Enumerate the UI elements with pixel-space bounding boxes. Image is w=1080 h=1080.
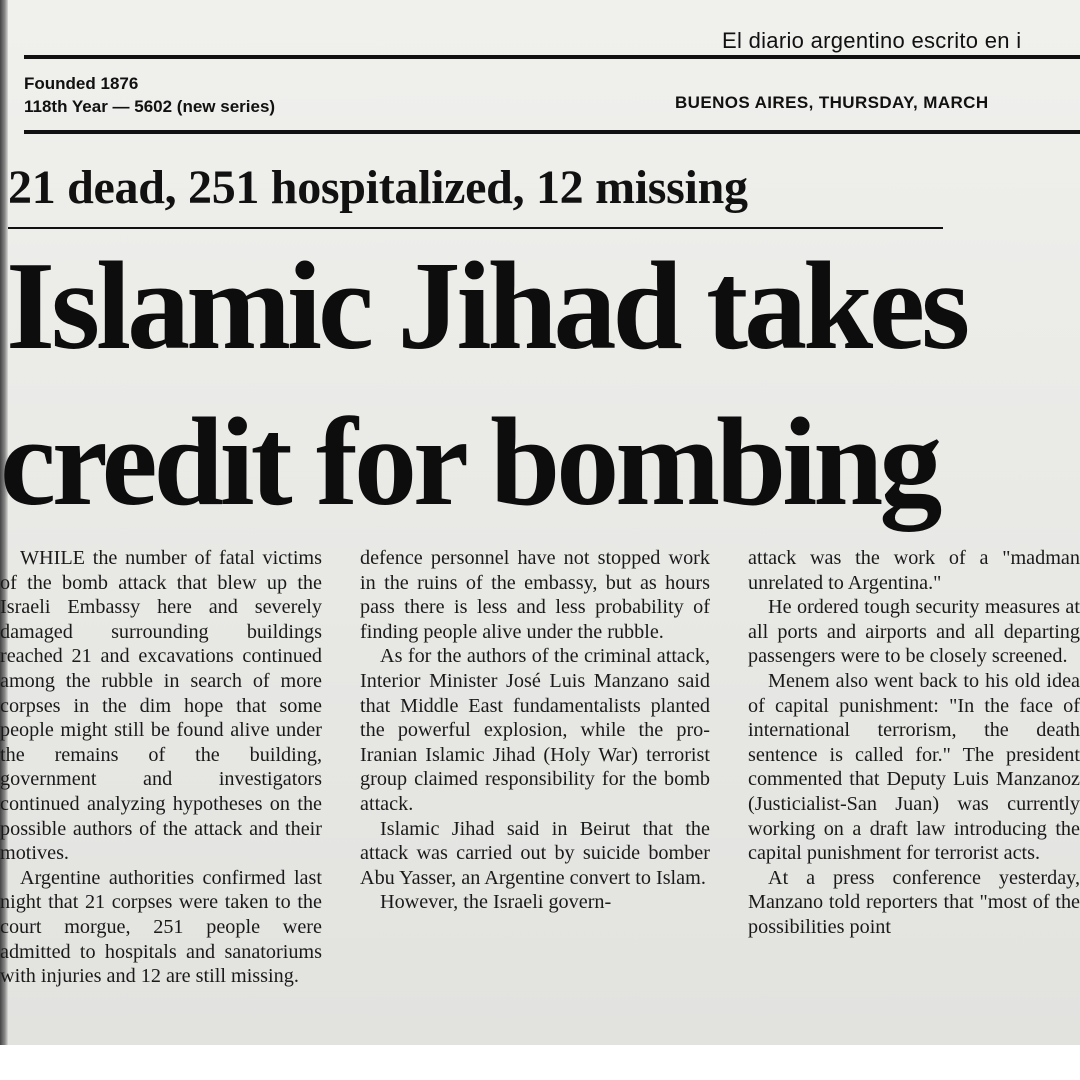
column-3-paragraph-2: He ordered tough security measures at all ports and airports and all departing passengers were to be closely screened.	[748, 596, 1080, 668]
headline-line-2: credit for bombing	[0, 393, 939, 532]
column-1-paragraph-2: Argentine authorities confirmed last night that 21 corpses were taken to the court morgue, 251 people were admitted to hospitals and sanatoriums with injuries and 12 are still missing.	[0, 866, 322, 988]
article-column-2	[360, 546, 710, 1045]
masthead-top-rule	[24, 55, 1080, 59]
column-2-paragraph-3: Islamic Jihad said in Beirut that the attack was carried out by suicide bomber Abu Yasser, an Argentine convert to Islam.	[360, 817, 710, 889]
column-3-paragraph-3: Menem also went back to his old idea of capital punishment: "In the face of international terrorism, the death sentence is called for." The president commented that Deputy Luis Manzanoz (Justicialist-San Juan) was currently working on a draft law introducing the capital punishment for terrorist acts.	[748, 669, 1080, 865]
kicker-rule	[8, 227, 943, 229]
headline-line-1: Islamic Jihad takes	[6, 237, 967, 376]
masthead-bottom-rule	[24, 130, 1080, 134]
kicker-headline: 21 dead, 251 hospitalized, 12 missing	[8, 161, 748, 214]
article-column-1	[0, 546, 322, 1045]
column-1-paragraph-1: WHILE the number of fatal victims of the bomb attack that blew up the Israeli Embassy here and severely damaged surrounding buildings reached 21 and excavations continued among the rubble in search of more corpses in the dim hope that some people might still be found alive under the remains of the building, government and investigators continued analyzing hypotheses on the possible authors of the attack and their motives.	[0, 547, 322, 865]
dateline: BUENOS AIRES, THURSDAY, MARCH	[675, 93, 989, 112]
column-2-paragraph-4: However, the Israeli govern-	[380, 891, 612, 914]
column-2-paragraph-2: As for the authors of the criminal attack, Interior Minister José Luis Manzano said that Middle East fundamentalists planted the powerful explosion, while the pro-Iranian Islamic Jihad (Holy War) terrorist group claimed responsibility for the bomb attack.	[360, 645, 710, 815]
column-3-paragraph-1: attack was the work of a "madman unrelated to Argentina."	[748, 547, 1080, 594]
article-column-3	[748, 546, 1080, 1045]
founded-label: Founded 1876	[24, 74, 139, 93]
column-3-paragraph-4: At a press conference yesterday, Manzano told reporters that "most of the possibilities point	[748, 866, 1080, 938]
column-2-paragraph-1: defence personnel have not stopped work in the ruins of the embassy, but as hours pass there is less and less probability of finding people alive under the rubble.	[360, 547, 710, 643]
year-series-label: 118th Year — 5602 (new series)	[24, 97, 276, 116]
edition-line: El diario argentino escrito en i	[722, 28, 1022, 53]
